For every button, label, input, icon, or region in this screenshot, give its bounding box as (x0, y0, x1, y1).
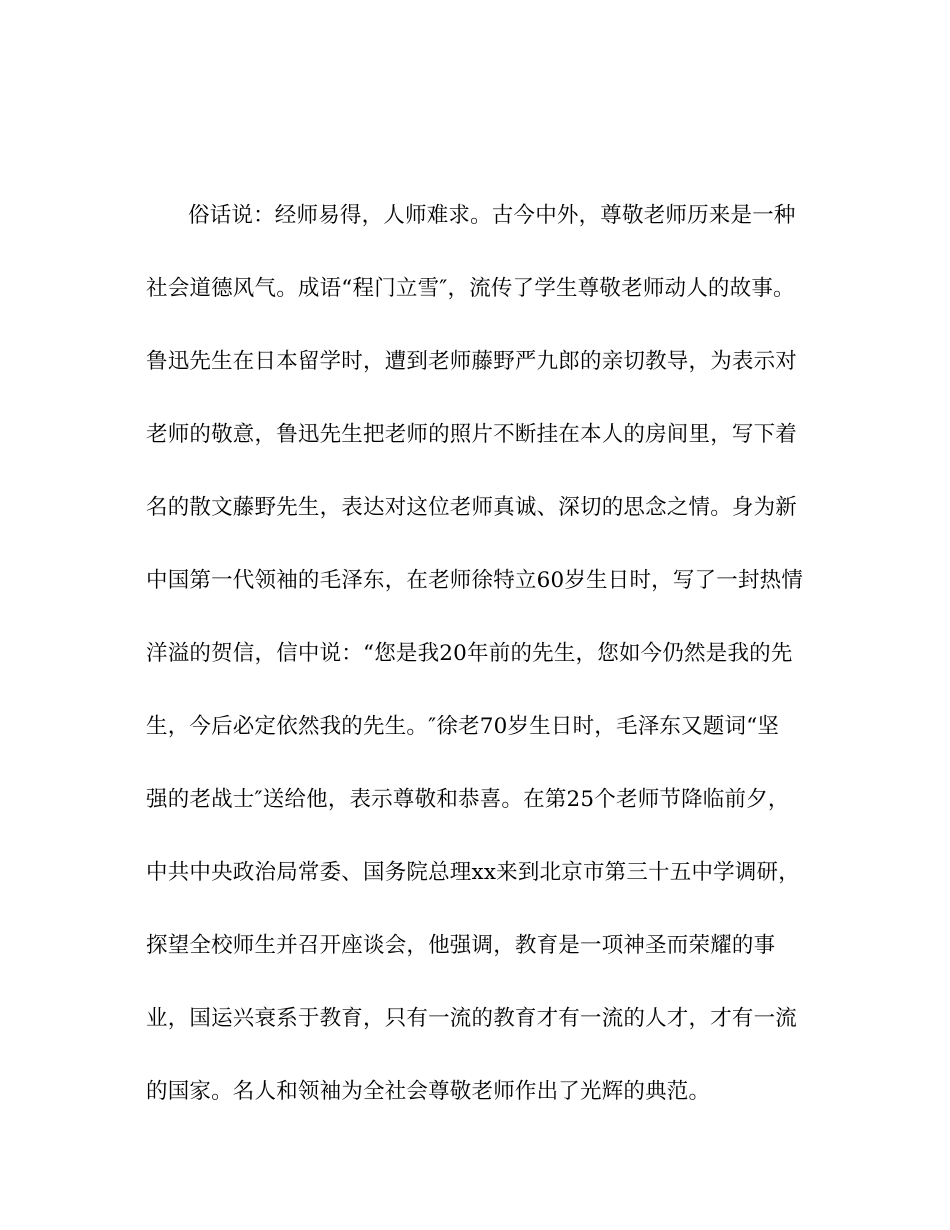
paragraph-line-13: 的国家。名人和领袖为全社会尊敬老师作出了光辉的典范。 (146, 1079, 711, 1104)
body-paragraph (146, 196, 826, 1145)
paragraph-line-10: 中共中央政治局常委、国务院总理xx来到北京市第三十五中学调研， (146, 860, 800, 885)
paragraph-line-12: 业，国运兴衰系于教育，只有一流的教育才有一流的人才，才有一流 (146, 1006, 798, 1031)
paragraph-line-3: 鲁迅先生在日本留学时，遭到老师藤野严九郎的亲切教导，为表示对 (146, 349, 798, 374)
paragraph-line-2: 社会道德风气。成语“程门立雪″，流传了学生尊敬老师动人的故事。 (146, 276, 795, 301)
paragraph-line-5: 名的散文藤野先生，表达对这位老师真诚、深切的思念之情。身为新 (146, 495, 798, 520)
paragraph-line-11: 探望全校师生并召开座谈会，他强调，教育是一项神圣而荣耀的事 (146, 933, 776, 958)
paragraph-line-9: 强的老战士″送给他，表示尊敬和恭喜。在第25个老师节降临前夕， (146, 787, 790, 812)
paragraph-line-1: 俗话说：经师易得，人师难求。古今中外，尊敬老师历来是一种 (188, 203, 796, 228)
paragraph-line-8: 生，今后必定依然我的先生。″徐老70岁生日时，毛泽东又题词“坚 (146, 714, 780, 739)
paragraph-line-6: 中国第一代领袖的毛泽东，在老师徐特立60岁生日时，写了一封热情 (146, 568, 804, 593)
paragraph-line-4: 老师的敬意，鲁迅先生把老师的照片不断挂在本人的房间里，写下着 (146, 422, 798, 447)
paragraph-line-7: 洋溢的贺信，信中说：“您是我20年前的先生，您如今仍然是我的先 (146, 641, 793, 666)
